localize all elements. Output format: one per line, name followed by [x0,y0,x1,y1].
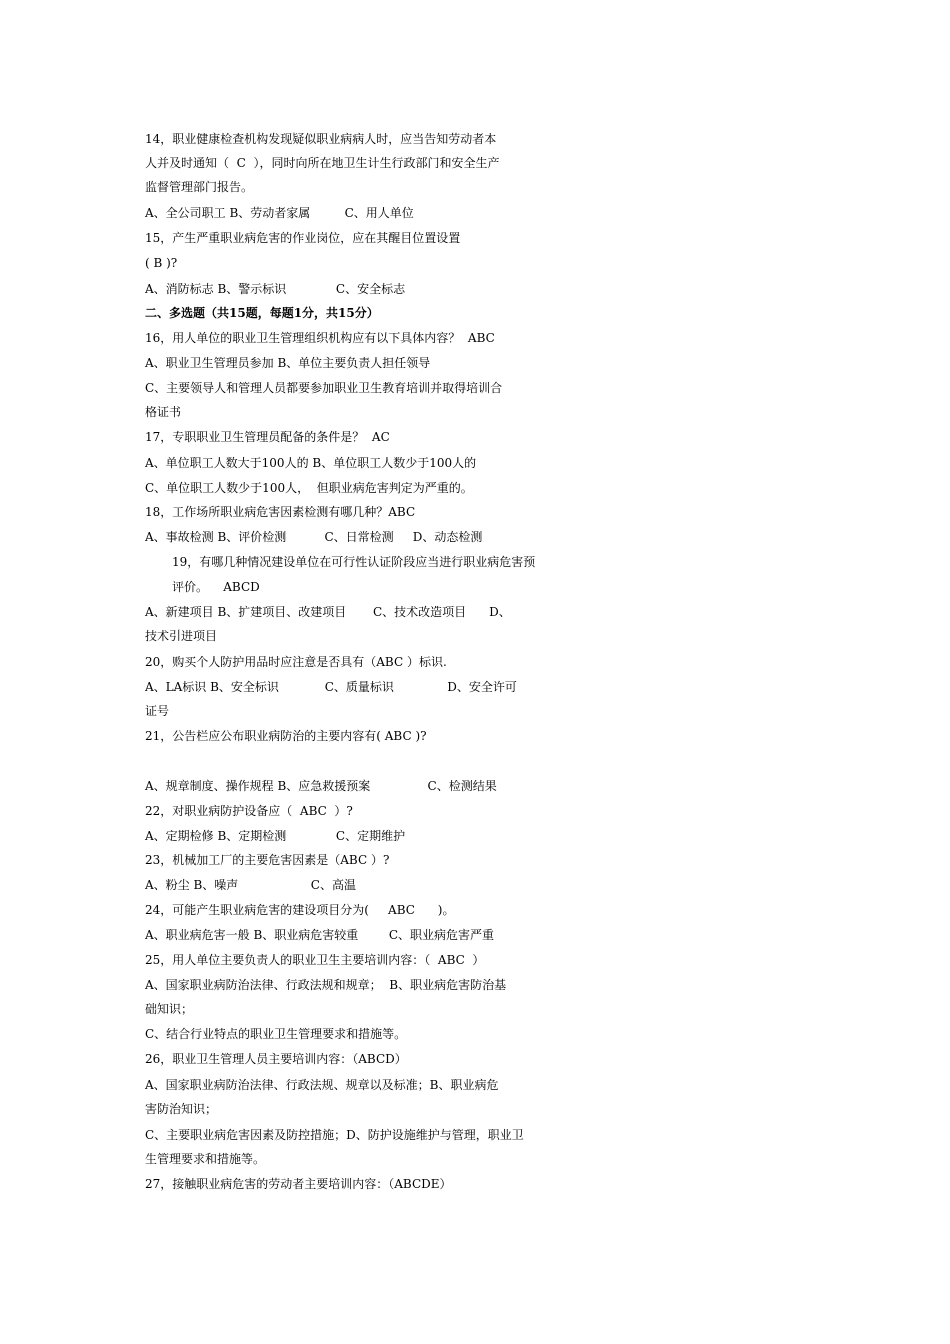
text-line: A、国家职业病防治法律、行政法规、规章以及标准；B、职业病危 [145,1078,499,1092]
text-line: 21，公告栏应公布职业病防治的主要内容有( ABC )? [145,729,427,743]
text-line: A、定期检修 B、定期检测 C、定期维护 [145,829,406,843]
text-line: 16，用人单位的职业卫生管理组织机构应有以下具体内容？ ABC [145,331,495,345]
text-line: 17，专职职业卫生管理员配备的条件是？ AC [145,430,390,444]
text-line: A、职业病危害一般 B、职业病危害较重 C、职业病危害严重 [145,928,494,942]
text-line: 评价。 ABCD [172,580,260,594]
text-line: 23，机械加工厂的主要危害因素是（ABC ）? [145,853,390,867]
text-line: C、结合行业特点的职业卫生管理要求和措施等。 [145,1027,407,1041]
text-line: 格证书 [145,405,182,419]
text-line: 15，产生严重职业病危害的作业岗位，应在其醒目位置设置 [145,231,461,245]
text-line: 24，可能产生职业病危害的建设项目分为( ABC )。 [145,903,455,917]
text-line: A、单位职工人数大于100人的 B、单位职工人数少于100人的 [145,456,477,470]
text-line: 19，有哪几种情况建设单位在可行性认证阶段应当进行职业病危害预 [172,555,536,569]
text-line: 技术引进项目 [145,629,218,643]
text-line: A、规章制度、操作规程 B、应急救援预案 C、检测结果 [145,779,497,793]
text-line: 25，用人单位主要负责人的职业卫生主要培训内容：（ ABC ） [145,953,485,967]
text-line: 础知识； [145,1002,194,1016]
text-line: 害防治知识； [145,1102,218,1116]
text-line: C、主要职业病危害因素及防控措施；D、防护设施维护与管理，职业卫 [145,1128,524,1142]
text-line: ( B )? [145,256,178,270]
text-line: C、主要领导人和管理人员都要参加职业卫生教育培训并取得培训合 [145,381,503,395]
text-line: 14，职业健康检查机构发现疑似职业病病人时，应当告知劳动者本 [145,132,497,146]
text-line: 22，对职业病防护设备应（ ABC ）? [145,804,353,818]
section-heading: 二、多选题（共15题，每题1分，共15分） [145,306,379,320]
text-line: 生管理要求和措施等。 [145,1152,266,1166]
text-line: 18，工作场所职业病危害因素检测有哪几种？ABC [145,505,416,519]
text-line: A、国家职业病防治法律、行政法规和规章； B、职业病危害防治基 [145,978,507,992]
text-line: A、粉尘 B、噪声 C、高温 [145,878,356,892]
text-line: 20，购买个人防护用品时应注意是否具有（ABC ）标识. [145,655,447,669]
text-line: A、职业卫生管理员参加 B、单位主要负责人担任领导 [145,356,431,370]
text-line: A、消防标志 B、警示标识 C、安全标志 [145,282,406,296]
text-line: 证号 [145,704,170,718]
text-line: 27，接触职业病危害的劳动者主要培训内容：（ABCDE） [145,1177,452,1191]
text-line: C、单位职工人数少于100人， 但职业病危害判定为严重的。 [145,481,473,495]
text-line: 监督管理部门报告。 [145,180,254,194]
text-line: A、事故检测 B、评价检测 C、日常检测 D、动态检测 [145,530,483,544]
text-line: 26，职业卫生管理人员主要培训内容：（ABCD） [145,1052,407,1066]
text-line: 人并及时通知（ C ），同时向所在地卫生计生行政部门和安全生产 [145,156,500,170]
text-line: A、全公司职工 B、劳动者家属 C、用人单位 [145,206,414,220]
text-line: A、LA标识 B、安全标识 C、质量标识 D、安全许可 [145,680,517,694]
text-line: A、新建项目 B、扩建项目、改建项目 C、技术改造项目 D、 [145,605,511,619]
